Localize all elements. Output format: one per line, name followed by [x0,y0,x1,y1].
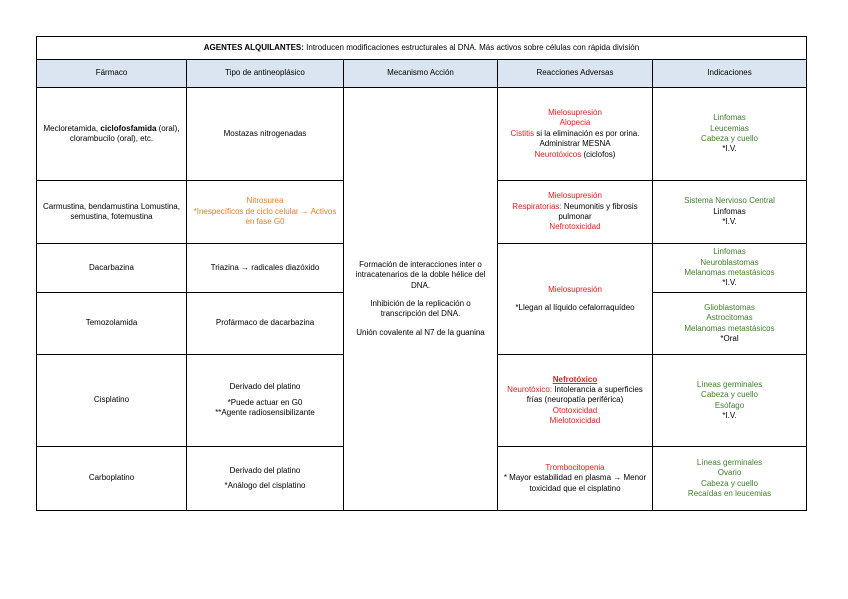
drug-cell: Carboplatino [37,447,187,511]
adverse-cell: Trombocitopenia * Mayor estabilidad en plasma → Menor toxicidad que el cisplatino [498,447,653,511]
nefrotoxico-label: Nefrotóxico [552,374,598,384]
indications-cell: Linfomas Leucemias Cabeza y cuello *I.V. [653,88,807,181]
type-cell: Profármaco de dacarbazina [187,293,344,355]
mechanism-p1: Formación de interacciones inter o intracatenarios de la doble hélice del DNA. [355,259,486,290]
title-row [37,37,807,60]
drug-highlight: ciclofosfamida [100,123,157,133]
drug-cell: Temozolamida [37,293,187,355]
type-cell: Derivado del platino *Análogo del cisplatino [187,447,344,511]
drug-cell: Dacarbazina [37,244,187,293]
drug-cell: Mecloretamida, ciclofosfamida (oral), clorambucilo (oral), etc. [37,88,187,181]
type-cell: Nitrosurea *Inespecíficos de ciclo celular → Activos en fase G0 [187,181,344,244]
mechanism-p2: Inhibición de la replicación o transcripción del DNA. [370,299,471,319]
drug-cell: Cisplatino [37,355,187,447]
indications-cell: Líneas germinales Ovario Cabeza y cuello Recaídas en leucemias [653,447,807,511]
indications-cell: Linfomas Neuroblastomas Melanomas metastásicos *I.V. [653,244,807,293]
table-row [37,88,807,181]
table-title [37,37,807,60]
header-row [37,60,807,88]
header-farmaco: Fármaco [37,60,187,88]
adverse-cell: Nefrotóxico Neurotóxico: Intolerancia a superficies frías (neuropatía periférica) Ototoxicidad Mielotoxicidad [498,355,653,447]
adverse-cell: Mielosupresión *Llegan al líquido cefalorraquídeo [498,244,653,355]
indications-cell: Glioblastomas Astrocitomas Melanomas metastásicos *Oral [653,293,807,355]
drug-cell: Carmustina, bendamustina Lomustina, semustina, fotemustina [37,181,187,244]
title-rest: Introducen modificaciones estructurales al DNA. Más activos sobre células con rápida división [303,42,640,52]
type-cell: Triazina → radicales diazóxido [187,244,344,293]
adverse-cell: Mielosupresión Alopecia Cistitis si la eliminación es por orina. Administrar MESNA Neurotóxicos (ciclofos) [498,88,653,181]
header-mecanismo: Mecanismo Acción [344,60,498,88]
type-cell: Mostazas nitrogenadas [187,88,344,181]
mechanism-cell [344,88,498,511]
indications-cell: Sistema Nervioso Central Linfomas *I.V. [653,181,807,244]
mechanism-p3: Unión covalente al N7 de la guanina [356,327,485,337]
header-indicaciones: Indicaciones [653,60,807,88]
alkylating-agents-table [36,36,807,511]
type-cell: Derivado del platino *Puede actuar en G0 **Agente radiosensibilizante [187,355,344,447]
header-reacciones: Reacciones Adversas [498,60,653,88]
header-tipo: Tipo de antineoplásico [187,60,344,88]
title-bold: AGENTES ALQUILANTES: [203,42,304,52]
adverse-cell: Mielosupresión Respiratorias: Neumonitis y fibrosis pulmonar Nefrotoxicidad [498,181,653,244]
indications-cell: Líneas germinales Cabeza y cuello Esófago *I.V. [653,355,807,447]
